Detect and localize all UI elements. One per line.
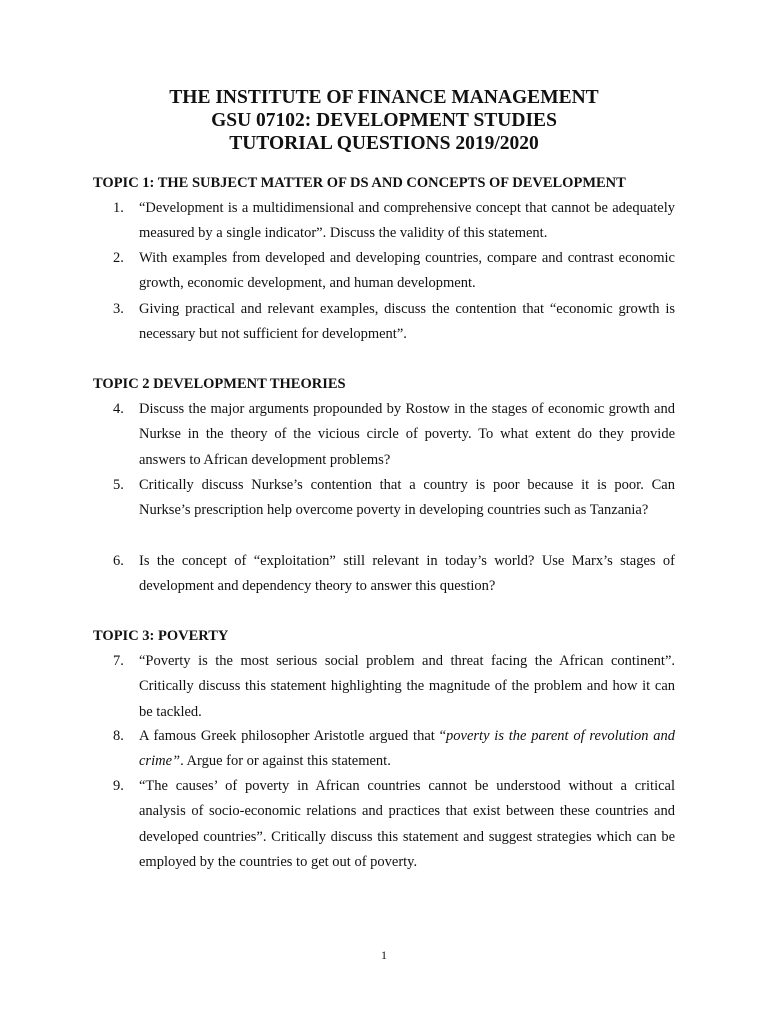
question-number: 8. [113,728,124,744]
topic-3-heading: TOPIC 3: POVERTY [93,628,229,644]
question-3 [113,297,675,348]
question-text: Discuss the major arguments propounded by Rostow in the stages of economic growth and Nurkse in the theory of the vicious circle of poverty. To what extent do they provide answers to African development problems? [139,401,675,468]
question-text: Is the concept of “exploitation” still relevant in today’s world? Use Marx’s stages of development and dependency theory to answer this question? [139,553,675,595]
question-4 [113,397,675,473]
question-9 [113,774,675,875]
question-number: 5. [113,477,124,493]
question-number: 4. [113,401,124,417]
question-5 [113,473,675,524]
question-number: 1. [113,200,124,216]
question-text: “Development is a multidimensional and comprehensive concept that cannot be adequately measured by a single indicator”. Discuss the validity of this statement. [139,200,675,242]
question-1 [113,196,675,247]
question-8 [113,724,675,775]
course-title: GSU 07102: DEVELOPMENT STUDIES [211,110,557,131]
question-text: With examples from developed and developing countries, compare and contrast economic growth, economic development, and human development. [139,250,675,292]
tutorial-title: TUTORIAL QUESTIONS 2019/2020 [229,133,539,154]
question-6 [113,549,675,600]
question-7 [113,649,675,725]
question-text: “The causes’ of poverty in African countries cannot be understood without a critical analysis of socio-economic relations and practices that exist between these countries and developed countries”. Critically discuss this statement and suggest strategies which can be employed by the countries to get out of poverty. [139,778,675,870]
page-number: 1 [381,948,387,962]
question-number: 3. [113,301,124,317]
question-text-after: . Argue for or against this statement. [180,753,391,770]
question-text [139,724,675,775]
institute-name: THE INSTITUTE OF FINANCE MANAGEMENT [169,87,599,108]
document-title [0,86,768,155]
question-text: Critically discuss Nurkse’s contention that a country is poor because it is poor. Can Nurkse’s prescription help overcome poverty in developing countries such as Tanzania? [139,477,675,519]
question-text: Giving practical and relevant examples, discuss the contention that “economic growth is necessary but not sufficient for development”. [139,301,675,343]
quoted-phrase: poverty is the parent of revolution and crime” [139,728,675,770]
question-text-before: A famous Greek philosopher Aristotle argued that “ [139,728,447,744]
question-text: “Poverty is the most serious social problem and threat facing the African continent”. Critically discuss this statement highlighting the magnitude of the problem and how it can be tackled. [139,653,675,720]
topic-1-heading: TOPIC 1: THE SUBJECT MATTER OF DS AND CONCEPTS OF DEVELOPMENT [93,175,626,191]
question-number: 6. [113,553,124,569]
question-number: 7. [113,653,124,669]
question-number: 2. [113,250,124,266]
topic-2-heading: TOPIC 2 DEVELOPMENT THEORIES [93,376,346,392]
question-number: 9. [113,778,124,794]
question-2 [113,246,675,297]
